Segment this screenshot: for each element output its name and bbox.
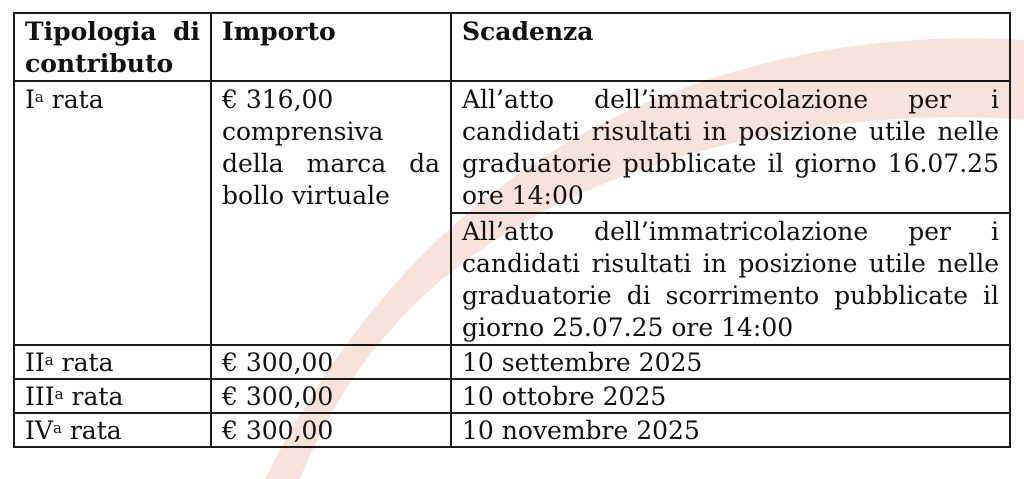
table-row (14, 379, 1010, 413)
header-type-line2: contributo (25, 49, 174, 78)
header-type (14, 13, 211, 81)
table-row (14, 345, 1010, 379)
header-type-line1: Tipologia di (25, 17, 200, 46)
row-label: $I^a$ rata (14, 81, 211, 345)
amount-line: € 316,00 (222, 85, 334, 114)
amount-line: comprensiva (222, 117, 384, 146)
row-amount: € 300,00 (211, 413, 451, 447)
header-deadline: Scadenza (451, 13, 1010, 81)
row-deadline: All’atto dell’immatricolazione per i candidati risultati in posizione utile nelle graduatorie pubblicate il giorno 16.07.25 ore 14:00 (451, 81, 1010, 213)
table-header-row (14, 13, 1010, 81)
row-amount: € 300,00 (211, 379, 451, 413)
row-label: $II^a$ rata (14, 345, 211, 379)
table-row (14, 81, 1010, 213)
row-deadline: 10 novembre 2025 (451, 413, 1010, 447)
row-label: $IV^a$ rata (14, 413, 211, 447)
row-amount: € 300,00 (211, 345, 451, 379)
row-deadline: 10 ottobre 2025 (451, 379, 1010, 413)
amount-line: della marca da (222, 149, 440, 178)
table-row (14, 413, 1010, 447)
row-amount (211, 81, 451, 345)
fees-table (13, 12, 1011, 448)
row-deadline: 10 settembre 2025 (451, 345, 1010, 379)
row-deadline: All’atto dell’immatricolazione per i candidati risultati in posizione utile nelle graduatorie di scorrimento pubblicate il giorno 25.07.25 ore 14:00 (451, 213, 1010, 345)
header-amount: Importo (211, 13, 451, 81)
amount-line: bollo virtuale (222, 181, 390, 210)
row-label: III$^a$ rata (14, 379, 211, 413)
